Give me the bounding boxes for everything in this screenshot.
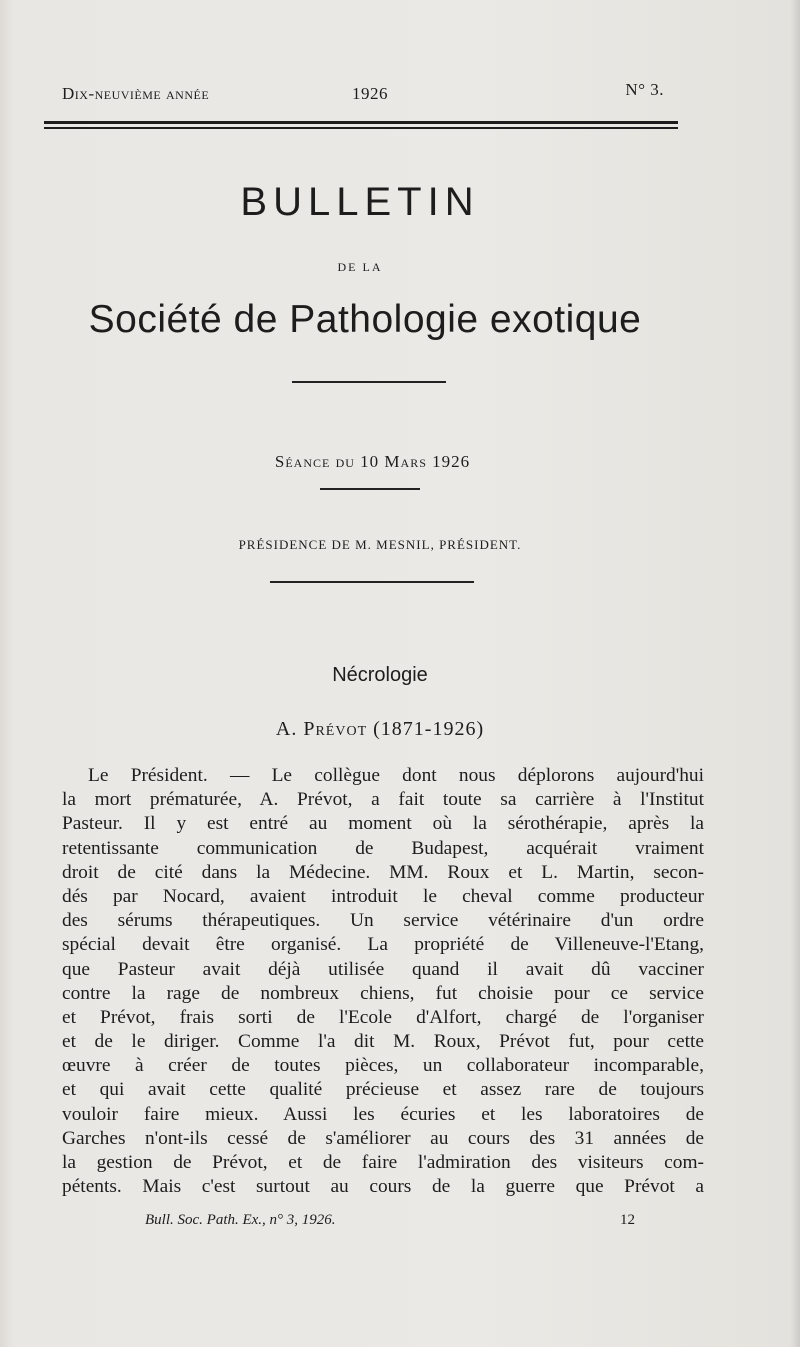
page-footer	[145, 1212, 635, 1229]
running-header	[62, 80, 664, 110]
header-volume-year: Dix-neuvième année	[62, 84, 210, 103]
body-line: et de le diriger. Comme l'a dit M. Roux, Prévot fut, pour cette	[62, 1031, 704, 1053]
section-title: Nécrologie	[332, 664, 428, 686]
society-name: Société de Pathologie exotique	[88, 298, 642, 341]
bulletin-title: BULLETIN	[240, 180, 480, 224]
body-line: œuvre à créer de toutes pièces, un collaborateur incomparable,	[62, 1055, 704, 1077]
page-edge-shadow	[790, 0, 800, 1347]
body-line: droit de cité dans la Médecine. MM. Roux et L. Martin, secon-	[62, 861, 704, 883]
body-line: la gestion de Prévot, et de faire l'admiration des visiteurs com-	[62, 1152, 704, 1173]
body-line: la mort prématurée, A. Prévot, a fait toute sa carrière à l'Institut	[62, 789, 704, 811]
rule-thick	[44, 121, 678, 124]
article-dates: (1871-1926)	[373, 718, 485, 740]
body-line: Garches n'ont-ils cessé de s'améliorer au cours des 31 années de	[62, 1127, 704, 1149]
body-line: retentissante communication de Budapest, acquérait vraiment	[62, 837, 704, 859]
body-line: et Prévot, frais sorti de l'Ecole d'Alfort, chargé de l'organiser	[62, 1006, 704, 1028]
rule-after-seance	[320, 488, 420, 490]
body-line: Le Président. — Le collègue dont nous déplorons aujourd'hui	[88, 765, 704, 786]
de-la-text: DE LA	[337, 260, 383, 274]
body-line: vouloir faire mieux. Aussi les écuries et les laboratoires de	[62, 1103, 704, 1125]
rule-after-title	[292, 381, 446, 383]
body-line: contre la rage de nombreux chiens, fut choisie pour ce service	[62, 982, 704, 1004]
body-line: dés par Nocard, avaient introduit le cheval comme producteur	[62, 885, 704, 907]
article-heading	[0, 718, 760, 741]
rule-after-presidence	[270, 581, 474, 583]
article-name: A. Prévot	[275, 718, 368, 740]
footer-page-number: 12	[620, 1212, 635, 1228]
body-line: que Pasteur avait déjà utilisée quand il avait dû vacciner	[62, 958, 704, 980]
header-year: 1926	[352, 84, 388, 103]
body-line: spécial devait être organisé. La propriété de Villeneuve-l'Etang,	[62, 934, 704, 956]
body-line: Pasteur. Il y est entré au moment où la sérothérapie, après la	[62, 813, 704, 835]
header-double-rule	[44, 121, 678, 131]
body-line: pétents. Mais c'est surtout au cours de la guerre que Prévot a	[62, 1176, 704, 1198]
footer-citation: Bull. Soc. Path. Ex., n° 3, 1926.	[145, 1212, 336, 1228]
rule-thin	[44, 127, 678, 129]
body-line: et qui avait cette qualité précieuse et assez rare de toujours	[62, 1079, 704, 1101]
body-line: des sérums thérapeutiques. Un service vétérinaire d'un ordre	[62, 910, 704, 932]
presidence-line: PRÉSIDENCE DE M. MESNIL, PRÉSIDENT.	[238, 537, 522, 552]
article-body	[62, 764, 704, 1199]
header-issue-number: N° 3.	[625, 80, 664, 99]
seance-date: Séance du 10 Mars 1926	[274, 452, 471, 471]
